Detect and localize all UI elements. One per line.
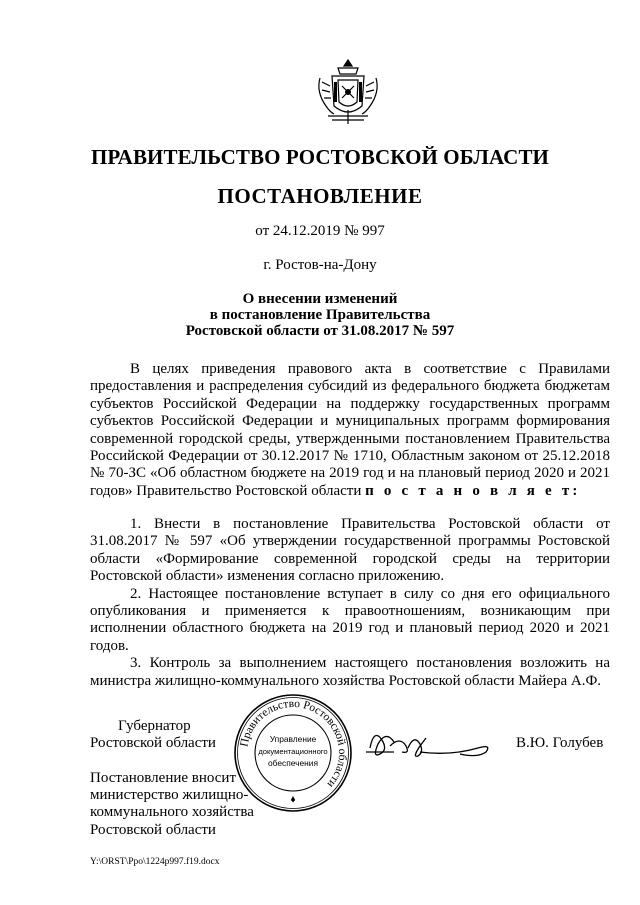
signatory-title xyxy=(90,718,216,753)
signatory-title-line: Ростовской области xyxy=(90,735,216,752)
decrees-word: п о с т а н о в л я е т: xyxy=(365,482,581,499)
stamp-center-line: Управление xyxy=(269,734,317,744)
date-number: от 24.12.2019 № 997 xyxy=(255,223,385,239)
coat-of-arms-icon xyxy=(312,56,384,128)
stamp-center-line: обеспечения xyxy=(268,758,318,768)
subject-line: в постановление Правительства xyxy=(209,307,431,323)
handwritten-signature xyxy=(360,718,500,768)
file-path: Y:\ORST\Ppo\1224p997.f19.docx xyxy=(90,857,220,867)
submitted-line: министерство жилищно- xyxy=(90,787,249,804)
document-subject xyxy=(0,291,640,339)
subject-line: Ростовской области от 31.08.2017 № 597 xyxy=(185,323,455,339)
submitted-line: коммунального хозяйства xyxy=(90,804,254,821)
government-title: ПРАВИТЕЛЬСТВО РОСТОВСКОЙ ОБЛАСТИ xyxy=(91,145,549,169)
signatory-name: В.Ю. Голубев xyxy=(516,735,604,751)
subject-line: О внесении изменений xyxy=(242,291,398,307)
preamble-paragraph xyxy=(90,361,610,500)
stamp-star-icon xyxy=(291,796,295,802)
signatory-title-line: Губернатор xyxy=(118,718,191,734)
preamble xyxy=(90,361,610,500)
decree-item: 2. Настоящее постановление вступает в силу со дня его официального опубликования и применяется к правоотношениям, возникающим при исполнении областного бюджета на 2019 год и плановый период 2020 и 2021 годов. xyxy=(90,585,610,654)
stamp-center-line: документационного xyxy=(258,747,328,756)
decree-items xyxy=(90,516,610,690)
submitted-line: Постановление вносит xyxy=(90,770,237,786)
decree-item: 3. Контроль за выполнением настоящего постановления возложить на министра жилищно-коммунального хозяйства Ростовской области Майера А.Ф. xyxy=(90,655,610,689)
stamp-ring-text: Правительство Ростовской области xyxy=(238,697,349,790)
official-stamp xyxy=(232,692,354,814)
submitted-line: Ростовской области xyxy=(90,821,216,838)
decree-item: 1. Внести в постановление Правительства Ростовской области от 31.08.2017 № 597 «Об утверждении государственной программы Ростовской области «Формирование современной городской среды на территории Ростовской области» изменения согласно приложению. xyxy=(90,516,610,585)
preamble-text: В целях приведения правового акта в соответствие с Правилами предоставления и распределения субсидий из федерального бюджета бюджетам субъектов Российской Федерации на поддержку государственных программ субъектов Российской Федерации и муниципальных программ формирования современной городской среды, утвержденными постановлением Правительства Российской Федерации от 30.12.2017 № 1710, Областным законом от 25.12.2018 № 70-ЗС «Об областном бюджете на 2019 год и на плановый период 2020 и 2021 годов» Правительство Ростовской области xyxy=(90,361,610,499)
document-type: ПОСТАНОВЛЕНИЕ xyxy=(217,184,423,208)
city: г. Ростов-на-Дону xyxy=(263,257,377,273)
